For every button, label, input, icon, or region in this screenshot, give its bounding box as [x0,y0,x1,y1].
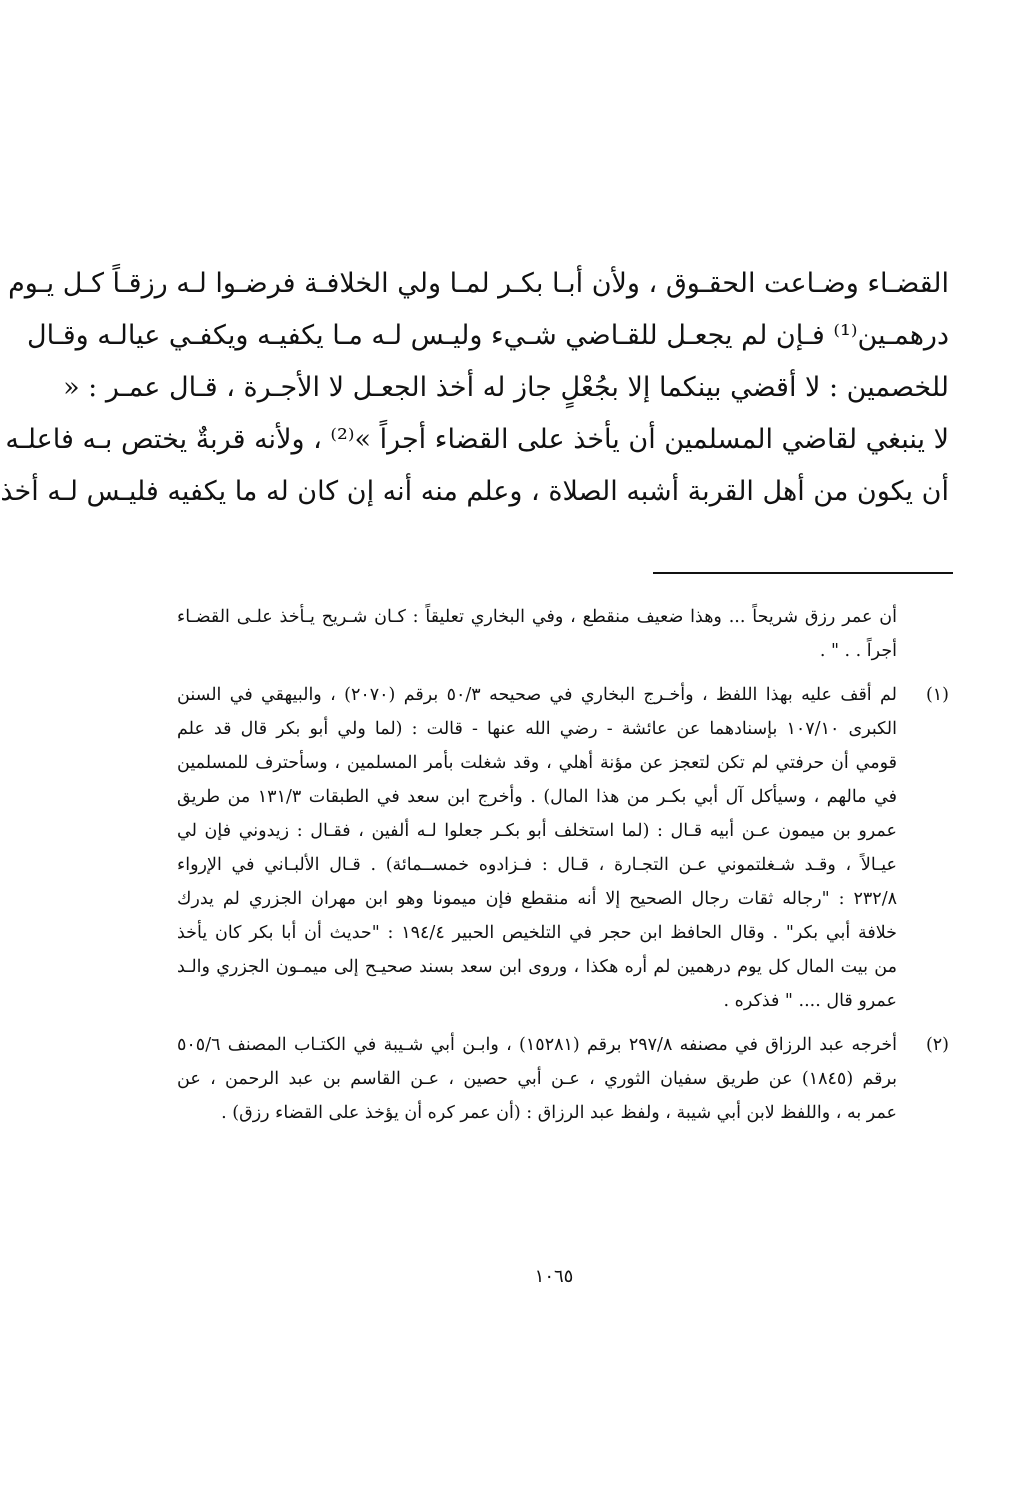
footnote-line: الكبرى ١٠٧/١٠ بإسنادهما عن عائشة - رضي الله عنها - قالت : (لما ولي أبو بكر قال قد علم [177,719,898,739]
footnote-line: في مالهم ، وسيأكل آل أبي بكـر من هذا المال) . وأخرج ابن سعد في الطبقات ١٣١/٣ من طريق [177,787,897,807]
footnote-line: ٢٣٢/٨ : "رجاله ثقات رجال الصحيح إلا أنه منقطع فإن ميمونا وهو ابن مهران الجزري لم يدرك [177,889,897,909]
footnote-line: عيـالاً ، وقـد شـغلتموني عـن التجـارة ، قـال : فـزادوه خمســمائة) . قـال الألبـاني في الإرواء [177,855,897,875]
footnote-line: عمر به ، واللفظ لابن أبي شيبة ، ولفظ عبد الرزاق : (أن عمر كره أن يؤخذ على القضاء رزق) . [221,1103,897,1123]
footnote-line: لم أقف عليه بهذا اللفظ ، وأخـرج البخاري في صحيحه ٥٠/٣ برقم (٢٠٧٠) ، والبيهقي في السنن [177,685,897,705]
footnote-body [177,678,897,1018]
footnote-separator-rule [653,572,953,574]
footnote-line: أن عمر رزق شريحاً ... وهذا ضعيف منقطع ، وفي البخاري تعليقاً : كـان شـريح يـأخذ علـى القضـاء [177,607,897,627]
footnote-line: عمرو قال .... " فذكره . [723,991,897,1011]
footnote-line: خلافة أبي بكر" . وقال الحافظ ابن حجر في التلخيص الحبير ١٩٤/٤ : "حديث أن أبا بكر كان يأخذ [177,923,897,943]
main-text-line: لا ينبغي لقاضي المسلمين أن يأخذ على القضاء أجراً »⁽²⁾ ، ولأنه قربةٌ يختص بـه فاعلـه [5,424,949,455]
main-text-body [0,258,949,518]
footnotes-section [177,600,949,1130]
footnote-2 [177,1028,949,1130]
page-number: ١٠٦٥ [534,1266,574,1287]
main-text-line: للخصمين : لا أقضي بينكما إلا بجُعْلٍ جاز له أخذ الجعـل لا الأجـرة ، قـال عمـر : « [63,372,949,403]
footnote-continuation [177,600,949,668]
main-text-line: أن يكون من أهل القربة أشبه الصلاة ، وعلم منه أنه إن كان له ما يكفيه فليـس لـه أخذ [0,476,949,507]
footnote-line: قومي أن حرفتي لم تكن لتعجز عن مؤنة أهلي ، وقد شغلت بأمر المسلمين ، وسأحترف للمسلمين [177,753,897,773]
footnote-line: أجراً . . " . [819,641,897,661]
footnote-marker: (١) [925,685,949,705]
main-text-line: درهمـين⁽¹⁾ فـإن لم يجعـل للقـاضي شـيء وليـس لـه مـا يكفيـه ويكفـي عيالـه وقـال [26,320,949,351]
main-text-line: القضـاء وضـاعت الحقـوق ، ولأن أبـا بكـر لمـا ولي الخلافـة فرضـوا لـه رزقـاً كـل يـوم [8,268,949,299]
footnote-marker: (٢) [925,1035,949,1055]
footnote-line: أخرجه عبد الرزاق في مصنفه ٢٩٧/٨ برقم (١٥٢٨١) ، وابـن أبي شـيبة في الكتـاب المصنف ٥٠٥/٦ [177,1035,897,1055]
footnote-line: من بيت المال كل يوم درهمين لم أره هكذا ، وروى ابن سعد بسند صحيـح إلى ميمـون الجزري والـد [177,957,897,977]
footnote-1 [177,678,949,1018]
footnote-line: برقم (١٨٤٥) عن طريق سفيان الثوري ، عـن أبي حصين ، عـن القاسم بن عبد الرحمن ، عن [177,1069,897,1089]
footnote-line: عمرو بن ميمون عـن أبيه قـال : (لما استخلف أبو بكـر جعلوا لـه ألفين ، فقـال : زيدوني فإن لي [177,821,897,841]
footnote-body [177,1028,897,1130]
